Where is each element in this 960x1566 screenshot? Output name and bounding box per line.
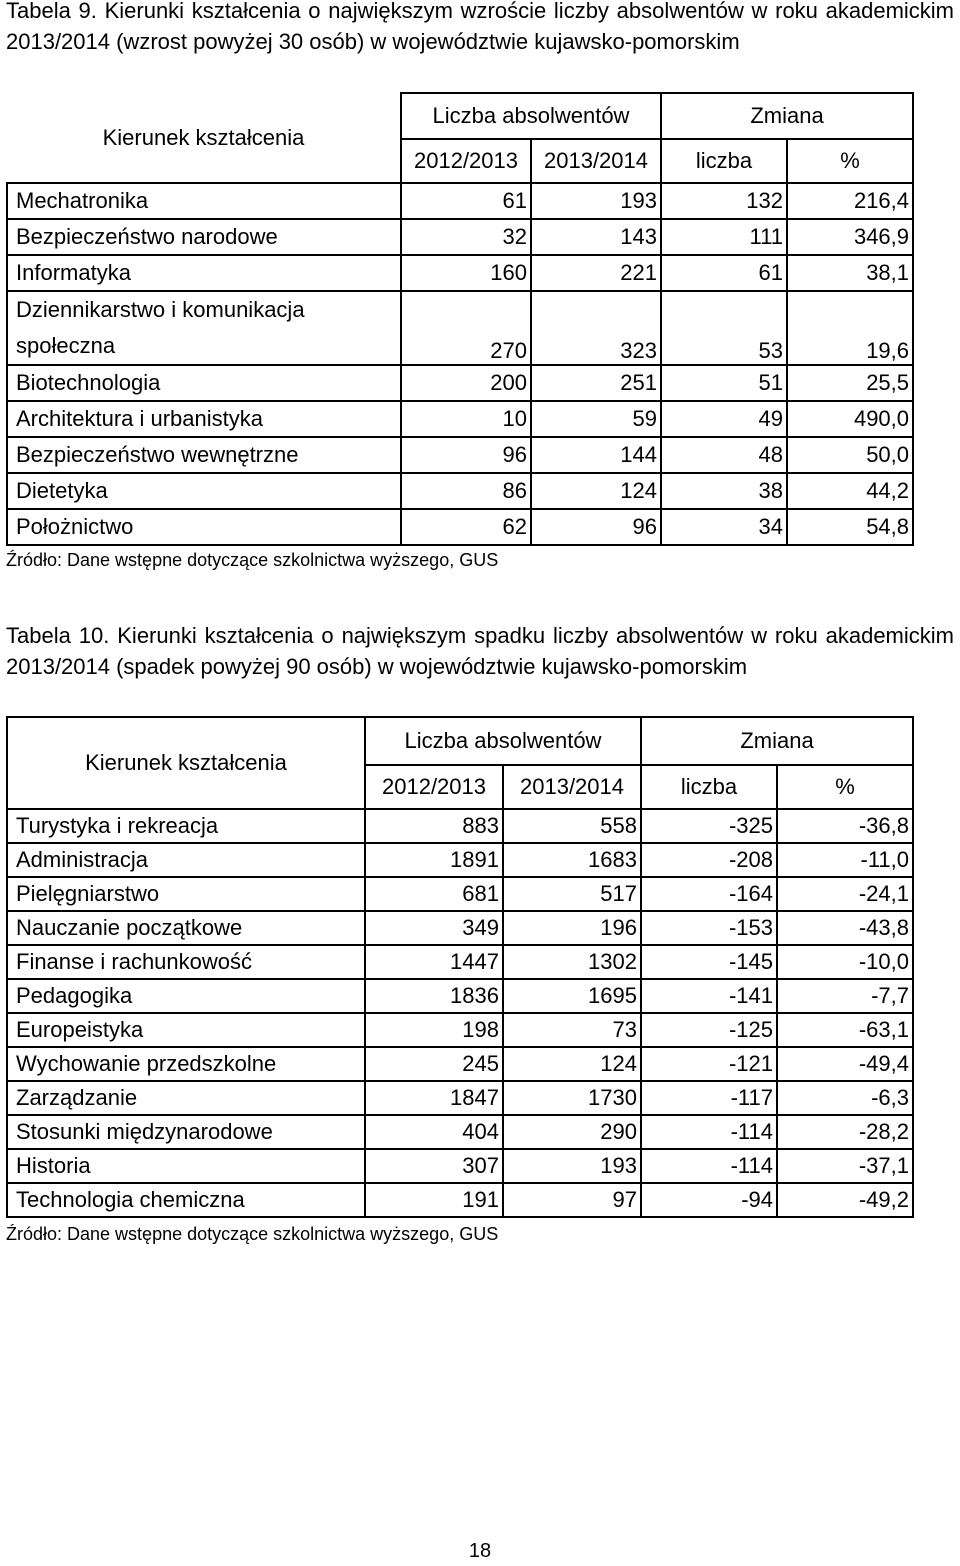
row-value-2013-2014: 323 xyxy=(531,291,661,365)
table-row xyxy=(7,437,913,473)
row-value-2012-2013: 349 xyxy=(365,911,503,945)
row-value-2013-2014: 1695 xyxy=(503,979,641,1013)
row-value-2013-2014: 558 xyxy=(503,809,641,843)
row-change-percent: 346,9 xyxy=(787,219,913,255)
row-change-percent: -37,1 xyxy=(777,1149,913,1183)
row-change-percent: 38,1 xyxy=(787,255,913,291)
header-year-2013-2014: 2013/2014 xyxy=(531,139,661,183)
row-change-count: -114 xyxy=(641,1115,777,1149)
table-row xyxy=(7,255,913,291)
row-change-percent: -10,0 xyxy=(777,945,913,979)
row-change-count: 111 xyxy=(661,219,787,255)
row-value-2012-2013: 1891 xyxy=(365,843,503,877)
header-count: liczba xyxy=(641,765,777,809)
row-value-2013-2014: 59 xyxy=(531,401,661,437)
row-change-count: 132 xyxy=(661,183,787,219)
row-change-count: -208 xyxy=(641,843,777,877)
table-row xyxy=(7,183,913,219)
table-10 xyxy=(6,716,914,1218)
row-value-2013-2014: 1730 xyxy=(503,1081,641,1115)
table-row xyxy=(7,1047,913,1081)
table-row xyxy=(7,1183,913,1217)
row-change-percent: -49,4 xyxy=(777,1047,913,1081)
header-field: Kierunek kształcenia xyxy=(7,93,401,183)
row-value-2013-2014: 1302 xyxy=(503,945,641,979)
row-field-name: Finanse i rachunkowość xyxy=(7,945,365,979)
row-value-2013-2014: 1683 xyxy=(503,843,641,877)
row-field-name: Technologia chemiczna xyxy=(7,1183,365,1217)
row-value-2013-2014: 143 xyxy=(531,219,661,255)
row-value-2013-2014: 517 xyxy=(503,877,641,911)
table-row xyxy=(7,1115,913,1149)
table-row xyxy=(7,809,913,843)
row-field-name: Bezpieczeństwo wewnętrzne xyxy=(7,437,401,473)
row-value-2013-2014: 196 xyxy=(503,911,641,945)
table-10-source: Źródło: Dane wstępne dotyczące szkolnictwa wyższego, GUS xyxy=(6,1224,499,1244)
row-value-2013-2014: 97 xyxy=(503,1183,641,1217)
header-count: liczba xyxy=(661,139,787,183)
row-value-2013-2014: 144 xyxy=(531,437,661,473)
row-value-2012-2013: 245 xyxy=(365,1047,503,1081)
row-change-count: -145 xyxy=(641,945,777,979)
row-change-count: -94 xyxy=(641,1183,777,1217)
row-change-percent: -28,2 xyxy=(777,1115,913,1149)
row-change-count: -125 xyxy=(641,1013,777,1047)
row-change-percent: 216,4 xyxy=(787,183,913,219)
row-value-2013-2014: 124 xyxy=(503,1047,641,1081)
row-change-percent: 19,6 xyxy=(787,291,913,365)
row-value-2012-2013: 404 xyxy=(365,1115,503,1149)
table-10-caption: Tabela 10. Kierunki kształcenia o największym spadku liczby absolwentów w roku akademickim 2013/2014 (spadek powyżej 90 osób) w województwie kujawsko-pomorskim xyxy=(6,623,954,679)
row-field-name: Dietetyka xyxy=(7,473,401,509)
row-value-2013-2014: 251 xyxy=(531,365,661,401)
table-9-caption: Tabela 9. Kierunki kształcenia o największym wzroście liczby absolwentów w roku akademickim 2013/2014 (wzrost powyżej 30 osób) w województwie kujawsko-pomorskim xyxy=(6,0,954,54)
header-percent: % xyxy=(777,765,913,809)
row-value-2012-2013: 61 xyxy=(401,183,531,219)
header-percent: % xyxy=(787,139,913,183)
row-change-count: -325 xyxy=(641,809,777,843)
row-field-name: Historia xyxy=(7,1149,365,1183)
row-change-percent: -7,7 xyxy=(777,979,913,1013)
row-field-name: Administracja xyxy=(7,843,365,877)
row-change-count: -164 xyxy=(641,877,777,911)
row-field-name: Architektura i urbanistyka xyxy=(7,401,401,437)
row-field-name: Pedagogika xyxy=(7,979,365,1013)
row-change-percent: -24,1 xyxy=(777,877,913,911)
table-row xyxy=(7,1081,913,1115)
row-value-2012-2013: 200 xyxy=(401,365,531,401)
row-value-2012-2013: 1447 xyxy=(365,945,503,979)
row-value-2012-2013: 307 xyxy=(365,1149,503,1183)
row-value-2012-2013: 681 xyxy=(365,877,503,911)
row-value-2012-2013: 1836 xyxy=(365,979,503,1013)
row-field-name: Turystyka i rekreacja xyxy=(7,809,365,843)
table-row xyxy=(7,945,913,979)
row-value-2013-2014: 221 xyxy=(531,255,661,291)
row-field-name: Położnictwo xyxy=(7,509,401,545)
row-field-name: Biotechnologia xyxy=(7,365,401,401)
row-value-2013-2014: 73 xyxy=(503,1013,641,1047)
row-change-count: -153 xyxy=(641,911,777,945)
row-field-name: Zarządzanie xyxy=(7,1081,365,1115)
table-row xyxy=(7,911,913,945)
row-change-percent: -43,8 xyxy=(777,911,913,945)
table-row xyxy=(7,473,913,509)
row-change-count: 34 xyxy=(661,509,787,545)
table-row xyxy=(7,365,913,401)
row-value-2013-2014: 193 xyxy=(531,183,661,219)
row-change-percent: -49,2 xyxy=(777,1183,913,1217)
table-9-source: Źródło: Dane wstępne dotyczące szkolnictwa wyższego, GUS xyxy=(6,550,499,570)
header-graduates: Liczba absolwentów xyxy=(401,93,661,139)
row-change-percent: 44,2 xyxy=(787,473,913,509)
row-change-count: 53 xyxy=(661,291,787,365)
header-year-2012-2013: 2012/2013 xyxy=(365,765,503,809)
table-row xyxy=(7,291,913,365)
row-field-name: Nauczanie początkowe xyxy=(7,911,365,945)
row-field-name: Bezpieczeństwo narodowe xyxy=(7,219,401,255)
row-change-count: 61 xyxy=(661,255,787,291)
row-field-name: Dziennikarstwo i komunikacja społeczna xyxy=(7,291,401,365)
row-field-name: Europeistyka xyxy=(7,1013,365,1047)
row-change-count: -114 xyxy=(641,1149,777,1183)
row-value-2012-2013: 191 xyxy=(365,1183,503,1217)
row-field-name: Pielęgniarstwo xyxy=(7,877,365,911)
table-row xyxy=(7,509,913,545)
table-row xyxy=(7,979,913,1013)
table-row xyxy=(7,877,913,911)
row-value-2012-2013: 62 xyxy=(401,509,531,545)
row-value-2013-2014: 193 xyxy=(503,1149,641,1183)
header-field: Kierunek kształcenia xyxy=(7,717,365,809)
row-value-2012-2013: 1847 xyxy=(365,1081,503,1115)
row-value-2012-2013: 32 xyxy=(401,219,531,255)
row-value-2013-2014: 96 xyxy=(531,509,661,545)
row-change-percent: 50,0 xyxy=(787,437,913,473)
row-field-name: Informatyka xyxy=(7,255,401,291)
row-value-2012-2013: 270 xyxy=(401,291,531,365)
header-year-2013-2014: 2013/2014 xyxy=(503,765,641,809)
row-value-2012-2013: 86 xyxy=(401,473,531,509)
row-change-percent: -6,3 xyxy=(777,1081,913,1115)
row-change-percent: -36,8 xyxy=(777,809,913,843)
table-row xyxy=(7,219,913,255)
row-field-name: Wychowanie przedszkolne xyxy=(7,1047,365,1081)
row-change-percent: 54,8 xyxy=(787,509,913,545)
row-change-count: -117 xyxy=(641,1081,777,1115)
row-change-count: 51 xyxy=(661,365,787,401)
row-change-count: 38 xyxy=(661,473,787,509)
table-row xyxy=(7,1149,913,1183)
row-value-2012-2013: 10 xyxy=(401,401,531,437)
table-row xyxy=(7,1013,913,1047)
row-value-2012-2013: 883 xyxy=(365,809,503,843)
header-change: Zmiana xyxy=(641,717,913,765)
row-change-count: 48 xyxy=(661,437,787,473)
row-change-percent: 490,0 xyxy=(787,401,913,437)
row-field-name: Stosunki międzynarodowe xyxy=(7,1115,365,1149)
row-change-percent: -11,0 xyxy=(777,843,913,877)
header-graduates: Liczba absolwentów xyxy=(365,717,641,765)
page-number: 18 xyxy=(468,1540,492,1562)
row-value-2012-2013: 96 xyxy=(401,437,531,473)
row-change-percent: 25,5 xyxy=(787,365,913,401)
row-change-count: 49 xyxy=(661,401,787,437)
table-row xyxy=(7,843,913,877)
row-field-name: Mechatronika xyxy=(7,183,401,219)
header-year-2012-2013: 2012/2013 xyxy=(401,139,531,183)
row-value-2013-2014: 290 xyxy=(503,1115,641,1149)
row-value-2012-2013: 198 xyxy=(365,1013,503,1047)
table-9 xyxy=(6,92,914,546)
row-change-count: -121 xyxy=(641,1047,777,1081)
row-change-count: -141 xyxy=(641,979,777,1013)
row-value-2013-2014: 124 xyxy=(531,473,661,509)
header-change: Zmiana xyxy=(661,93,913,139)
row-change-percent: -63,1 xyxy=(777,1013,913,1047)
table-row xyxy=(7,401,913,437)
row-value-2012-2013: 160 xyxy=(401,255,531,291)
